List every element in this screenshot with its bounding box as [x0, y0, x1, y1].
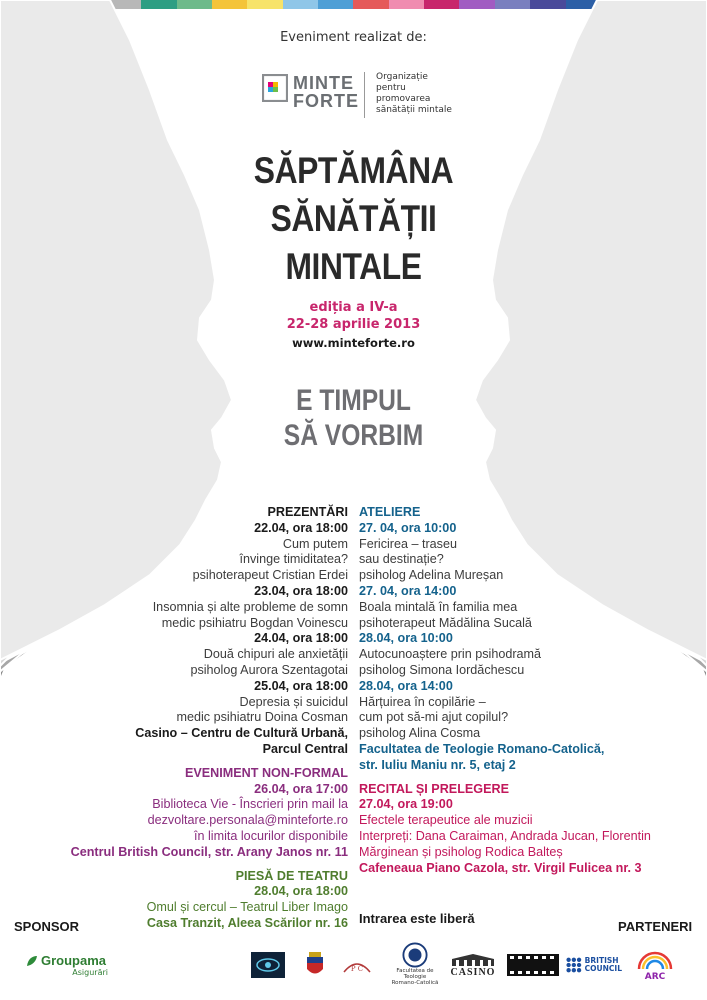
- org-line: sănătății mintale: [376, 105, 452, 115]
- event-text: Mărginean și psiholog Rodica Balteș: [359, 844, 563, 859]
- event-time: 24.04, ora 18:00: [254, 631, 348, 646]
- casino-building-icon: [450, 953, 496, 967]
- british-council-logo: [566, 950, 622, 980]
- british-text-1: BRITISH: [584, 956, 619, 965]
- event-time: 28.04, ora 10:00: [359, 631, 453, 646]
- event-title: Cum putem: [282, 536, 348, 551]
- partner-eye-logo: [250, 950, 286, 980]
- british-council-dots-icon: [566, 956, 582, 974]
- title-line-3: MINTALE: [285, 246, 422, 287]
- venue: Facultatea de Teologie Romano-Catolică,: [359, 741, 605, 756]
- teatru-heading: PIESĂ DE TEATRU: [235, 868, 348, 883]
- groupama-leaf-icon: [26, 955, 38, 967]
- free-entry-label: Intrarea este liberă: [359, 911, 475, 926]
- event-text: Efectele terapeutice ale muzicii: [359, 813, 533, 828]
- event-time: 28.04, ora 14:00: [359, 678, 453, 693]
- non-formal-heading: EVENIMENT NON-FORMAL: [184, 765, 348, 780]
- event-title: Insomnia și alte probleme de somn: [152, 599, 348, 614]
- arc-logo: [632, 944, 678, 984]
- teologie-text-1: Facultatea de Teologie: [396, 968, 434, 980]
- event-speaker: medic psihiatru Doina Cosman: [176, 710, 348, 725]
- event-speaker: psiholog Alina Cosma: [359, 726, 481, 741]
- org-description: [376, 72, 452, 116]
- edition-dates: 22-28 aprilie 2013: [286, 317, 421, 332]
- svg-text:P C: P C: [350, 965, 364, 973]
- groupama-logo: [24, 948, 108, 982]
- venue: str. Iuliu Maniu nr. 5, etaj 2: [359, 757, 516, 772]
- event-speaker: psihoterapeut Mădălina Sucală: [359, 615, 532, 630]
- realized-by-label: Eveniment realizat de:: [280, 30, 427, 45]
- event-title: Depresia și suicidul: [239, 694, 348, 709]
- film-strip-logo: [506, 950, 560, 980]
- venue: Centrul British Council, str. Arany Janos nr. 11: [70, 844, 348, 859]
- event-time: 28.04, ora 18:00: [254, 884, 348, 899]
- teologie-seal-icon: [401, 942, 429, 968]
- casino-logo: [447, 950, 499, 980]
- cluj-coat-of-arms-icon: [304, 950, 326, 980]
- logo-divider: [364, 72, 365, 118]
- event-title: cum pot să-mi ajut copilul?: [359, 710, 509, 725]
- event-title: Hărțuirea în copilărie –: [359, 694, 486, 709]
- event-title: Fericirea – traseu: [359, 536, 457, 551]
- website-link[interactable]: www.minteforte.ro: [292, 336, 415, 350]
- title-line-1: SĂPTĂMÂNA: [253, 150, 454, 191]
- org-line: Organizație: [376, 72, 428, 82]
- event-text: Omul și cercul – Teatrul Liber Imago: [146, 900, 348, 915]
- event-time: 27. 04, ora 14:00: [359, 583, 457, 598]
- event-title: Boala mintală în familia mea: [359, 599, 518, 614]
- program-right-column: [359, 505, 699, 876]
- event-text: Biblioteca Vie - Înscrieri prin mail la: [152, 797, 348, 812]
- event-title: învinge timiditatea?: [239, 552, 348, 567]
- groupama-name: Groupama: [40, 953, 106, 968]
- event-title: Autocunoaștere prin psihodramă: [359, 647, 542, 662]
- event-time: 27.04, ora 19:00: [359, 797, 453, 812]
- venue: Parcul Central: [262, 741, 348, 756]
- event-text: în limita locurilor disponibile: [194, 828, 348, 843]
- event-time: 25.04, ora 18:00: [254, 678, 348, 693]
- org-line: pentru: [376, 83, 406, 93]
- event-speaker: psiholog Aurora Szentagotai: [190, 662, 348, 677]
- slogan-line-1: E TIMPUL: [296, 384, 411, 417]
- slogan-line-2: SĂ VORBIM: [283, 419, 424, 452]
- arc-text: ARC: [644, 972, 666, 982]
- event-title: Două chipuri ale anxietății: [203, 647, 348, 662]
- prezentari-heading: PREZENTĂRI: [267, 505, 348, 519]
- venue: Casino – Centru de Cultură Urbană,: [135, 726, 348, 741]
- partners-label: PARTENERI: [618, 919, 693, 934]
- event-speaker: psihoterapeut Cristian Erdei: [192, 568, 348, 583]
- teologie-text-2: Romano-Catolică: [391, 980, 439, 986]
- title-line-2: SĂNĂTĂȚII: [270, 198, 437, 239]
- event-time: 22.04, ora 18:00: [254, 520, 348, 535]
- venue: Cafeneaua Piano Cazola, str. Virgil Fulicea nr. 3: [359, 860, 642, 875]
- event-title: sau destinație?: [359, 552, 444, 567]
- event-text: Interpreți: Dana Caraiman, Andrada Jucan, Florentin: [359, 828, 651, 843]
- event-time: 23.04, ora 18:00: [254, 583, 348, 598]
- piano-cazola-logo: [340, 950, 374, 980]
- casino-name: CASINO: [450, 966, 496, 978]
- recital-heading: RECITAL ȘI PRELEGERE: [359, 781, 509, 796]
- event-speaker: psiholog Simona Iordăchescu: [359, 662, 525, 677]
- venue: Casa Tranzit, Aleea Scărilor nr. 16: [146, 915, 348, 930]
- sponsor-label: SPONSOR: [14, 919, 80, 934]
- teologie-logo: [390, 942, 440, 986]
- email-link[interactable]: dezvoltare.personala@minteforte.ro: [147, 813, 348, 828]
- minte-forte-logo-icon: [262, 74, 288, 102]
- logo-word-forte: FORTE: [293, 91, 359, 111]
- ateliere-heading: ATELIERE: [359, 505, 421, 519]
- logo-word-minte: MINTE: [293, 73, 354, 93]
- edition-label: ediția a IV-a: [309, 300, 398, 315]
- event-speaker: psiholog Adelina Mureșan: [359, 568, 504, 583]
- org-line: promovarea: [376, 94, 431, 104]
- event-speaker: medic psihiatru Bogdan Voinescu: [161, 615, 348, 630]
- program-left-column: [8, 505, 348, 932]
- event-time: 26.04, ora 17:00: [254, 781, 348, 796]
- event-time: 27. 04, ora 10:00: [359, 520, 457, 535]
- groupama-sub: Asigurări: [72, 968, 108, 977]
- british-text-2: COUNCIL: [584, 964, 622, 973]
